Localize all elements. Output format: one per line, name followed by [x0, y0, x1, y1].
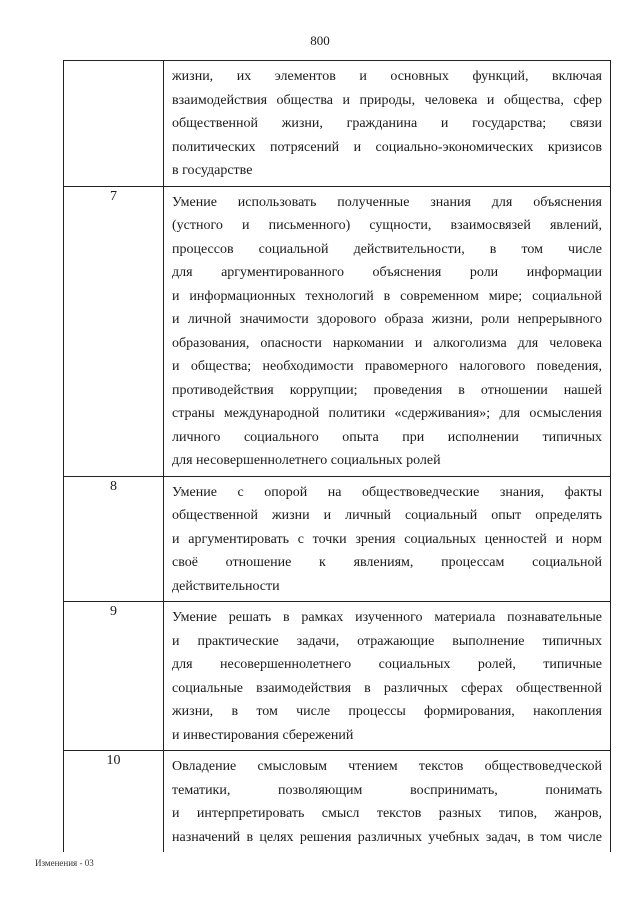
- text-line: личного социального опыта при исполнении типичных: [172, 429, 602, 445]
- text-line: для аргументированного объяснения роли информации: [172, 265, 602, 280]
- text-line: Овладение смысловым чтением текстов обществоведческой: [172, 759, 602, 774]
- requirement-text-cell: [164, 477, 611, 602]
- table-row: [64, 477, 611, 603]
- row-number-cell: 8: [64, 477, 164, 602]
- text-line: социальные взаимодействия в различных сферах общественной: [172, 680, 602, 696]
- text-line: общественной жизни, гражданина и государства; связи: [172, 116, 602, 131]
- text-line: назначений в целях решения различных учебных задач, в том числе: [172, 829, 602, 845]
- text-line: и аргументировать с точки зрения социальных ценностей и норм: [172, 531, 602, 547]
- text-line: Умение с опорой на обществоведческие знания, факты: [172, 484, 602, 500]
- text-line: для несовершеннолетнего социальных ролей, типичные: [172, 657, 602, 672]
- text-line: и инвестирования сбережений: [172, 727, 354, 743]
- text-line: в государстве: [172, 163, 253, 178]
- text-line: страны международной политики «сдерживания»; для осмысления: [172, 406, 602, 421]
- page-number: 800: [310, 33, 330, 48]
- table-row: [64, 187, 611, 477]
- requirement-text-cell: [164, 187, 611, 476]
- table-row: [64, 751, 611, 852]
- text-line: жизни, их элементов и основных функций, включая: [172, 69, 602, 84]
- text-line: и информационных технологий в современном мире; социальной: [172, 288, 602, 304]
- text-line: своё отношение к явлениям, процессам социальной: [172, 555, 602, 570]
- text-line: Умение решать в рамках изученного материала познавательные: [172, 610, 602, 625]
- table-row: [64, 602, 611, 751]
- text-line: действительности: [172, 578, 280, 594]
- text-line: процессов социальной действительности, в том числе: [172, 241, 602, 257]
- requirement-text-cell: [164, 751, 611, 852]
- text-line: взаимодействия общества и природы, человека и общества, сфер: [172, 92, 602, 108]
- row-number-cell: 10: [64, 751, 164, 852]
- text-line: и интерпретировать смысл текстов разных типов, жанров,: [172, 806, 602, 821]
- text-line: для несовершеннолетнего социальных ролей: [172, 453, 441, 468]
- row-number-cell: [64, 61, 164, 186]
- text-line: общественной жизни и личный социальный опыт определять: [172, 508, 602, 523]
- requirement-text-cell: [164, 61, 611, 186]
- requirements-table: [63, 60, 611, 852]
- requirement-text-cell: [164, 602, 611, 750]
- text-line: образования, опасности наркомании и алкоголизма для человека: [172, 335, 602, 351]
- text-line: тематики, позволяющим воспринимать, понимать: [172, 782, 602, 798]
- text-line: противодействия коррупции; проведения в отношении нашей: [172, 382, 602, 398]
- text-line: и практические задачи, отражающие выполнение типичных: [172, 633, 602, 649]
- text-line: политических потрясений и социально-экономических кризисов: [172, 139, 602, 155]
- table-row: [64, 61, 611, 187]
- footer-note: Изменения - 03: [35, 858, 94, 868]
- text-line: Умение использовать полученные знания для объяснения: [172, 194, 602, 210]
- text-line: (устного и письменного) сущности, взаимосвязей явлений,: [172, 218, 602, 233]
- text-line: и общества; необходимости правомерного налогового поведения,: [172, 359, 602, 374]
- row-number-cell: 9: [64, 602, 164, 750]
- text-line: и личной значимости здорового образа жизни, роли непрерывного: [172, 312, 602, 327]
- text-line: жизни, в том числе процессы формирования, накопления: [172, 704, 602, 719]
- row-number-cell: 7: [64, 187, 164, 476]
